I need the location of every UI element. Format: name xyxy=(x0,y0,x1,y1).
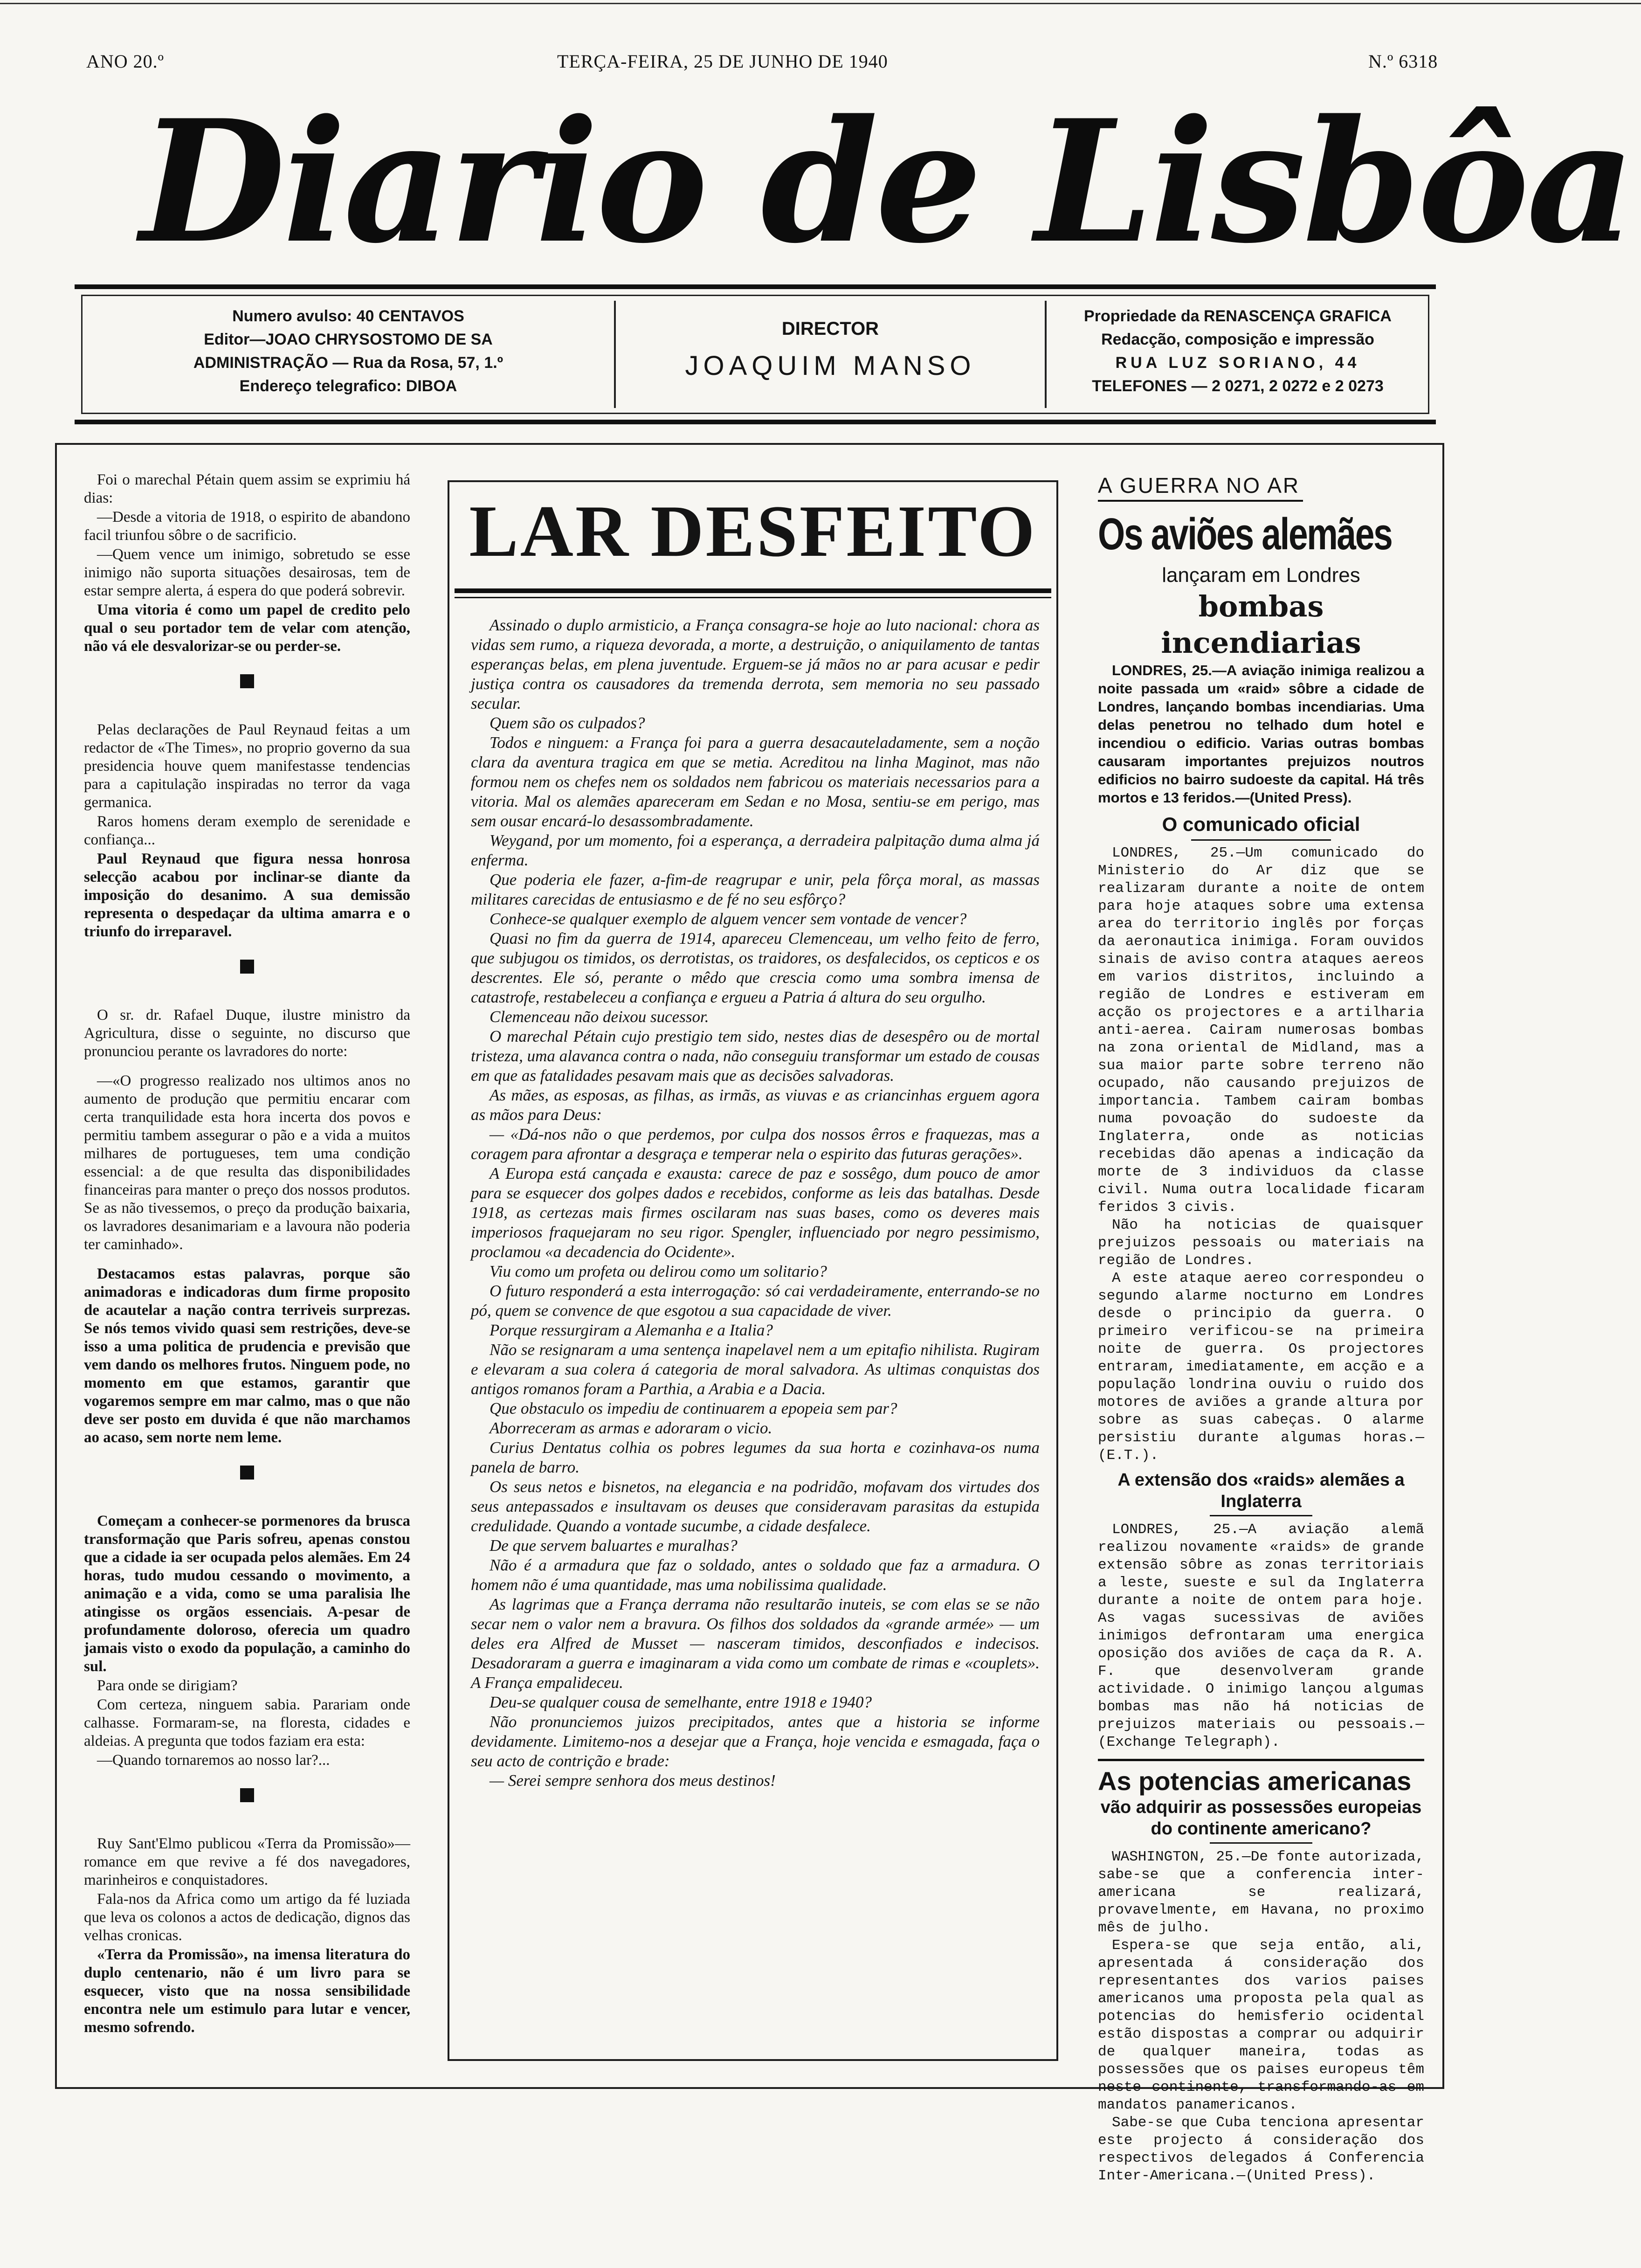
paragraph: — Serei sempre senhora dos meus destinos! xyxy=(490,1771,776,1790)
paragraph: Clemenceau não deixou sucessor. xyxy=(490,1008,709,1026)
paragraph: Quem são os culpados? xyxy=(490,714,645,732)
paragraph: As lagrimas que a França derrama não resultarão inuteis, se com elas se se não secar nem o valor nem a bravura. Os filhos dos soldados da «grande armée» — um deles era Alfred de Musset — nasceram timidos, desconfiados e indecisos. Desadoraram a guerra e imaginaram a vida como um combate de rimas e «couplets». A França empalideceu. xyxy=(471,1595,1040,1692)
editorial-headline: LAR DESFEITO xyxy=(469,491,1037,572)
paragraph: WASHINGTON, 25.—De fonte autorizada, sabe-se que a conferencia inter-americana se realizará, provavelmente, em Havana, no proximo mês de julho. xyxy=(1098,1849,1424,1936)
date-label: TERÇA-FEIRA, 25 DE JUNHO DE 1940 xyxy=(557,51,888,72)
paragraph: Paul Reynaud que figura nessa honrosa selecção acabou por inclinar-se diante da imposição do desanimo. A sua demissão representa o despedaçar da ultima amarra e o triunfo do irreparavel. xyxy=(84,850,410,940)
paragraph: Sabe-se que Cuba tenciona apresentar este projecto á consideração dos respectivos delegados á Conferencia Inter-Americana.—(United Press). xyxy=(1098,2115,1424,2184)
paragraph: Destacamos estas palavras, porque são animadoras e indicadoras dum firme proposito de acautelar a nação contra terriveis surprezas. Se nós temos vivido quasi sem restrições, deve-se isso a uma politica de prudencia e previsão que vem dando os melhores frutos. Ninguem pode, no momento em que estamos, garantir que vogaremos sempre em mar calmo, mas o que não deve ser posto em duvida é que não marchamos ao acaso, sem norte nem leme. xyxy=(84,1265,410,1446)
price-line: Numero avulso: 40 CENTAVOS xyxy=(232,307,464,325)
paragraph: LONDRES, 25.—A aviação alemã realizou novamente «raids» de grande extensão sôbre as zonas territoriais a leste, sueste e sul da Inglaterra durante a noite de ontem para hoje. As vagas sucessivas de aviões inimigos defrontaram uma energica oposição dos aviões de caça da R. A. F. que desenvolveram grande actividade. O inimigo lançou algumas bombas mas não há noticias de prejuizos materiais ou pessoais.—(Exchange Telegraph). xyxy=(1098,1521,1424,1750)
paragraph: Deu-se qualquer cousa de semelhante, entre 1918 e 1940? xyxy=(490,1693,872,1711)
paragraph: Pelas declarações de Paul Reynaud feitas a um redactor de «The Times», no proprio governo da sua presidencia houve quem manifestasse tendencias para a capitulação inspiradas no terror da vaga germanica. xyxy=(84,721,410,811)
paragraph: Weygand, por um momento, foi a esperança, a derradeira palpitação duma alma já enferma. xyxy=(471,831,1040,869)
paragraph: — «Dá-nos não o que perdemos, por culpa dos nossos êrros e fraquezas, mas a coragem para afrontar a desgraça e temperar nela o espirito das futuras gerações». xyxy=(471,1125,1040,1163)
paragraph: As mães, as esposas, as filhas, as irmãs, as viuvas e as criancinhas erguem agora as mãos para Deus: xyxy=(471,1086,1040,1124)
issue-number: N.º 6318 xyxy=(1368,51,1438,72)
paragraph: O futuro responderá a esta interrogação: só cai verdadeiramente, enterrando-se no pó, quem se convence de que esgotou a sua capacidade de viver. xyxy=(471,1282,1040,1320)
paragraph: A este ataque aereo correspondeu o segundo alarme nocturno em Londres desde o principio da guerra. O primeiro verificou-se na primeira noite de guerra. Os projectores entraram, imediatamente, em acção e a população londrina ouviu o ruido dos motores de aviões a grande altura por sobre as suas cabeças. O alarme persistiu durante algumas horas.—(E.T.). xyxy=(1098,1270,1424,1464)
separator-square xyxy=(240,1788,254,1802)
section-heading: O comunicado oficial xyxy=(1162,813,1360,835)
paragraph: Para onde se dirigiam? xyxy=(97,1677,238,1694)
director-label: DIRECTOR xyxy=(781,318,879,339)
editor-line: Editor—JOAO CHRYSOSTOMO DE SA xyxy=(204,331,493,348)
owner-line: Propriedade da RENASCENÇA GRAFICA xyxy=(1084,307,1392,325)
masthead-title: Diario de Lisbôa xyxy=(140,83,1633,280)
heading-rule xyxy=(1191,839,1331,841)
paragraph: —Quando tornaremos ao nosso lar?... xyxy=(97,1752,330,1769)
paragraph: Espera-se que seja então, ali, apresentada á consideração dos representantes dos varios paises americanos uma proposta pela qual as potencias do hemisferio ocidental estão dispostas a comprar ou adquirir de qualquer maneira, todas as possessões que os paises europeus têm neste continente, transformando-as em mandatos panamericanos. xyxy=(1098,1937,1424,2113)
paragraph: Ruy Sant'Elmo publicou «Terra da Promissão»—romance em que revive a fé dos navegadores, marinheiros e conquistadores. xyxy=(84,1835,410,1888)
telegraph-line: Endereço telegrafico: DIBOA xyxy=(239,377,457,395)
info-left xyxy=(83,296,614,413)
paragraph: Quasi no fim da guerra de 1914, apareceu Clemenceau, um velho feito de ferro, que subjugou os timidos, os derrotistas, os traidores, os desfalecidos, os cepticos e os descrentes. Ele só, perante o mêdo que crescia como uma sombra imensa de catastrofe, restabeleceu a confiança e ergueu a Patria á altura do seu orgulho. xyxy=(471,929,1040,1006)
war-subhead-2: bombas incendiarias xyxy=(1161,589,1361,660)
paragraph: Porque ressurgiram a Alemanha e a Italia? xyxy=(490,1321,773,1339)
paragraph: A Europa está cançada e exausta: carece de paz e sossêgo, dum pouco de amor para se esquecer dos golpes dados e recebidos, conforme as leis das batalhas. Desde 1918, as certezas mais firmes oscilaram nas suas bases, como os deveres mais imperiosos fraquejaram no seu rigor. Spengler, influenciado por negro pessimismo, proclamou «a decadencia do Ocidente». xyxy=(471,1164,1040,1261)
heading-rule xyxy=(1210,1515,1312,1516)
separator-square xyxy=(240,960,254,974)
paragraph: Começam a conhecer-se pormenores da brusca transformação que Paris sofreu, apenas constou que a cidade ia ser ocupada pelos alemães. Em 24 horas, tudo mudou cessando o movimento, a animação e a vida, como se uma paralisia lhe atingisse os orgãos essenciais. A-pesar de profundamente doloroso, oferecia um quadro jamais visto o exodo da população, a caminho do sul. xyxy=(84,1513,410,1675)
right-column xyxy=(1098,472,1424,2185)
paragraph: Fala-nos da Africa como um artigo da fé luziada que leva os colonos a actos de dedicação, dignos das velhas cronicas. xyxy=(84,1891,410,1944)
war-subhead: lançaram em Londres xyxy=(1162,564,1360,587)
paragraph: O marechal Pétain cujo prestigio tem sido, nestes dias de desespêro ou de mortal tristeza, uma alavanca contra o nada, não conseguiu transformar um estado de cousas em que as fatalidades pesavam mais que as decisões salvadoras. xyxy=(471,1027,1040,1085)
kicker-rule xyxy=(1098,500,1303,502)
paragraph: Aborreceram as armas e adoraram o vicio. xyxy=(490,1419,772,1437)
paragraph: —«O progresso realizado nos ultimos anos no aumento de produção que permitiu encarar com certa tranquilidade esta hora incerta dos povos e permitiu tambem assegurar o pão e a vida a muitos milhares de portugueses, tem uma condição essencial: a de que resulta das disponibilidades financeiras para manter o preço dos nossos produtos. Se as não tivessemos, o preço da produção baixaria, os lavradores desanimariam e a lavoura não poderia ter caminhado». xyxy=(84,1072,410,1253)
top-rule xyxy=(0,3,1641,4)
editorial-line: Redacção, composição e impressão xyxy=(1101,331,1374,348)
paragraph: Que poderia ele fazer, a-fim-de reagrupar e unir, pela fôrça moral, as massas militares carecidas de entusiasmo e de fé no seu esfôrço? xyxy=(471,871,1040,908)
info-box xyxy=(75,284,1436,424)
paragraph: Não pronunciemos juizos precipitados, antes que a historia se informe devidamente. Limitemo-nos a desejar que a França, hoje vencida e esmagada, faça o seu acto de contrição e brade: xyxy=(471,1713,1040,1770)
section-heading: As potencias americanas xyxy=(1098,1766,1412,1796)
paragraph: Uma vitoria é como um papel de credito pelo qual o seu portador tem de velar com atenção, não vá ele desvalorizar-se ou perder-se. xyxy=(84,602,410,655)
paragraph: «Terra da Promissão», na imensa literatura do duplo centenario, não é um livro para se esquecer, visto que na nossa sensibilidade encontra nele um estimulo para lutar e vencer, mesmo sofrendo. xyxy=(84,1946,410,2036)
paragraph: Os seus netos e bisnetos, na elegancia e na podridão, mofavam dos virtudes dos seus antepassados e insultavam os deuses que consideravam parasitas da estupida credulidade. Quando a vontade sucumbe, a cidade desfalece. xyxy=(471,1478,1040,1535)
paragraph: O sr. dr. Rafael Duque, ilustre ministro da Agricultura, disse o seguinte, no discurso que pronunciou perante os lavradores do norte: xyxy=(84,1007,410,1060)
paragraph: De que servem baluartes e muralhas? xyxy=(490,1536,738,1555)
paragraph: LONDRES, 25.—A aviação inimiga realizou a noite passada um «raid» sôbre a cidade de Londres, lançando bombas incendiarias. Uma delas penetrou no telhado dum hotel e incendiou o edificio. Varias outras bombas causaram importantes prejuizos noutros edificios no bairro sudoeste da capital. Há três mortos e 13 feridos.—(United Press). xyxy=(1098,662,1424,806)
paragraph: Assinado o duplo armisticio, a França consagra-se hoje ao luto nacional: chora as vidas sem rumo, a riqueza devorada, a morte, a destruição, o aniquilamento de tantas esperanças belas, em plena juventude. Erguem-se já mãos no ar para acusar e pedir justiça contra os causadores da tremenda derrota, sem memoria no seu passado secular. xyxy=(471,616,1040,712)
headline-rule xyxy=(455,588,1051,593)
paragraph: Raros homens deram exemplo de serenidade e confiança... xyxy=(84,813,410,848)
paragraph: Que obstaculo os impediu de continuarem a epopeia sem par? xyxy=(490,1399,897,1418)
paragraph: —Desde a vitoria de 1918, o espirito de abandono facil triunfou sôbre o de sacrificio. xyxy=(84,509,410,544)
paragraph: Não é a armadura que faz o soldado, antes o soldado que faz a armadura. O homem não é uma quantidade, mas uma nobilissima qualidade. xyxy=(471,1556,1040,1594)
info-center xyxy=(616,296,1045,413)
paragraph: Foi o marechal Pétain quem assim se exprimiu há dias: xyxy=(84,471,410,506)
director-name: JOAQUIM MANSO xyxy=(685,351,976,381)
headline-rule xyxy=(455,597,1051,598)
paragraph: LONDRES, 25.—Um comunicado do Ministerio do Ar diz que se realizaram durante a noite de ontem para hoje ataques sobre uma extensa area do territorio inglês por forças da aeronautica inimiga. Foram ouvidos sinais de aviso contra ataques aereos em varios distritos, incluindo a região de Londres e estiveram em acção os projectores e a artilharia anti-aerea. Cairam numerosas bombas na zona oriental de Midland, mas a sua maior parte sobre terreno não ocupado, não causando prejuizos de importancia. Tambem cairam bombas numa povoação do sudoeste da Inglaterra, onde as noticias recebidas dão apenas a indicação da morte de 3 individuos da classe civil. Numa outra localidade ficaram feridos 3 civis. xyxy=(1098,845,1424,1216)
paragraph: Conhece-se qualquer exemplo de alguem vencer sem vontade de vencer? xyxy=(490,910,967,928)
separator-square xyxy=(240,1466,254,1480)
address-line: RUA LUZ SORIANO, 44 xyxy=(1115,354,1360,372)
paragraph: Curius Dentatus colhia os pobres legumes da sua horta e cozinhava-os numa panela de barro. xyxy=(471,1438,1040,1476)
paragraph: Não ha noticias de quaisquer prejuizos pessoais ou materiais na região de Londres. xyxy=(1098,1217,1424,1269)
administration-line: ADMINISTRAÇÃO — Rua da Rosa, 57, 1.º xyxy=(193,354,503,372)
paragraph: Com certeza, ninguem sabia. Parariam onde calhasse. Formaram-se, na floresta, cidades e aldeias. A pregunta que todos faziam era esta: xyxy=(84,1696,410,1749)
year-label: ANO 20.º xyxy=(86,51,165,72)
separator-square xyxy=(240,674,254,688)
section-subheading: vão adquirir as possessões europeias do continente americano? xyxy=(1100,1798,1422,1839)
left-column xyxy=(84,471,410,2038)
paragraph: Todos e ninguem: a França foi para a guerra desacauteladamente, sem a noção clara da aventura tragica em que se metia. Acreditou na linha Maginot, mas não formou nem os chefes nem os soldados nem fabricou os materiais necessarios para a vitoria. Mal os alemães apareceram em Sedan e no Mosa, sentiu-se em perigo, mas sem ousar encará-lo desassombradamente. xyxy=(471,733,1040,830)
phones-line: TELEFONES — 2 0271, 2 0272 e 2 0273 xyxy=(1092,377,1384,395)
paragraph: —Quem vence um inimigo, sobretudo se esse inimigo não suporta situações desairosas, tem de estar sempre alerta, á espera do que poderá sobrevir. xyxy=(84,546,410,599)
heading-rule xyxy=(1210,1842,1312,1844)
paragraph: Viu como um profeta ou delirou como um solitario? xyxy=(490,1262,827,1280)
editorial-body xyxy=(471,615,1040,1791)
info-right xyxy=(1047,296,1429,413)
war-headline: Os aviões alemães xyxy=(1098,509,1392,559)
paragraph: Não se resignaram a uma sentença inapelavel nem a um epitafio nihilista. Rugiram e elevaram a sua colera á categoria de moral salvadora. As ultimas conquistas dos antigos romanos foram a Parthia, a Arabia e a Dacia. xyxy=(471,1341,1040,1398)
section-rule xyxy=(1098,1759,1424,1761)
section-heading: A extensão dos «raids» alemães a Inglaterra xyxy=(1117,1470,1405,1511)
section-kicker: A GUERRA NO AR xyxy=(1098,473,1300,498)
